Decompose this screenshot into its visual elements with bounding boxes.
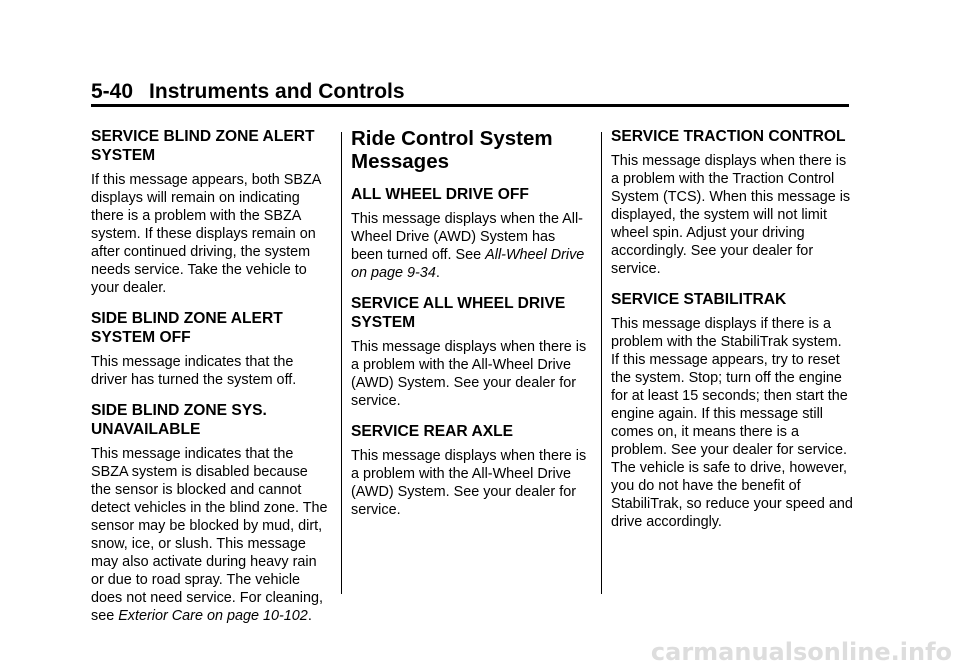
section-title-stabilitrak: SERVICE STABILITRAK — [611, 291, 787, 308]
column-3 — [611, 127, 853, 531]
section-title-service-awd: SERVICE ALL WHEEL DRIVE SYSTEM — [351, 295, 566, 331]
section-body-service-awd: This message displays when there is a problem with the All-Wheel Drive (AWD) System. See your dealer for service. — [351, 339, 587, 409]
body-text-end: . — [307, 608, 312, 624]
section-body-sbza-service: If this message appears, both SBZA displays will remain on indicating there is a problem with the SBZA system. If these displays remain on after continued driving, the system needs service. Take the vehicle to your dealer. — [91, 172, 321, 296]
watermark: carmanualsonline.info — [650, 638, 952, 666]
section-title-awd-off: ALL WHEEL DRIVE OFF — [351, 186, 529, 203]
section-body-rear-axle: This message displays when there is a problem with the All-Wheel Drive (AWD) System. See your dealer for service. — [351, 448, 587, 518]
cross-reference-link[interactable]: Exterior Care on page 10-102 — [118, 608, 308, 624]
page-number: 5-40 — [91, 80, 134, 103]
section-title-rear-axle: SERVICE REAR AXLE — [351, 423, 514, 440]
section-body-sbza-off: This message indicates that the driver has turned the system off. — [91, 354, 297, 388]
chapter-title: Instruments and Controls — [149, 80, 405, 103]
column-1 — [91, 127, 331, 625]
page-header — [91, 80, 849, 107]
section-body-stabilitrak: This message displays if there is a problem with the StabiliTrak system. If this message appears, try to reset the system. Stop; turn off the engine for at least 15 seconds; then start the engine again. If this message still comes on, it means there is a problem. See your dealer for service. The vehicle is safe to drive, however, you do not have the benefit of StabiliTrak, so reduce your speed and drive accordingly. — [611, 316, 853, 530]
section-title-sbza-off: SIDE BLIND ZONE ALERT SYSTEM OFF — [91, 310, 283, 346]
column-2 — [351, 127, 587, 519]
body-text: This message indicates that the SBZA system is disabled because the sensor is blocked and cannot detect vehicles in the blind zone. The sensor may be blocked by mud, dirt, snow, ice, or slush. This message may also activate during heavy rain or due to road spray. The vehicle does not need service. For cleaning, see — [91, 446, 328, 624]
section-body-sbza-unavailable — [91, 445, 331, 625]
column-divider — [601, 132, 602, 594]
section-heading: Ride Control System Messages — [351, 127, 553, 173]
column-divider — [341, 132, 342, 594]
section-title-sbza-unavailable: SIDE BLIND ZONE SYS. UNAVAILABLE — [91, 402, 267, 438]
section-title-traction: SERVICE TRACTION CONTROL — [611, 128, 846, 145]
section-body-awd-off — [351, 210, 587, 282]
section-title-sbza-service: SERVICE BLIND ZONE ALERT SYSTEM — [91, 128, 315, 164]
cross-reference-link[interactable]: All-Wheel Drive on page 9-34 — [351, 247, 585, 281]
body-text-end: . — [435, 265, 440, 281]
section-body-traction: This message displays when there is a problem with the Traction Control System (TCS). When this message is displayed, the system will not limit wheel spin. Adjust your driving accordingly. See your dealer for service. — [611, 153, 851, 277]
body-text: This message displays when the All-Wheel Drive (AWD) System has been turned off. See — [351, 211, 583, 263]
